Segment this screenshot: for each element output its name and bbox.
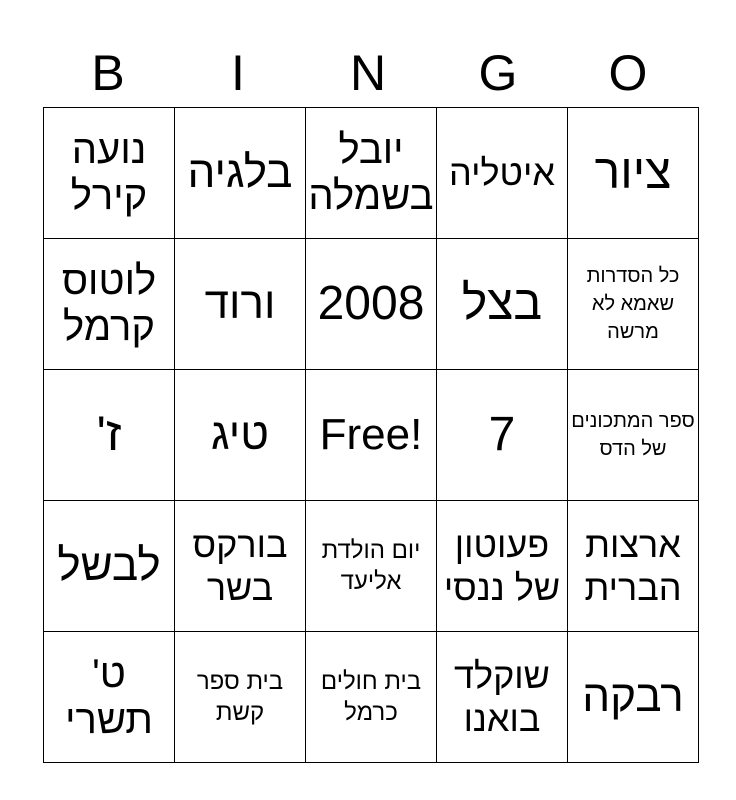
- bingo-cell[interactable]: [175, 501, 306, 632]
- bingo-cell[interactable]: [568, 370, 699, 501]
- header-letter-g: G: [478, 45, 518, 101]
- cell-label: טיג: [211, 409, 269, 459]
- bingo-cell[interactable]: [437, 370, 568, 501]
- cell-label: יובל בשמלה: [308, 128, 434, 218]
- bingo-cell[interactable]: [175, 370, 306, 501]
- cell-label: ארצות הברית: [584, 523, 682, 608]
- bingo-cell[interactable]: [306, 239, 437, 370]
- cell-label: לבשל: [57, 540, 161, 590]
- bingo-cell[interactable]: [306, 501, 437, 632]
- cell-label: שוקלד בואנו: [454, 654, 550, 739]
- bingo-cell[interactable]: [44, 239, 175, 370]
- bingo-cell[interactable]: [437, 108, 568, 239]
- bingo-cell[interactable]: [175, 239, 306, 370]
- bingo-cell[interactable]: [44, 632, 175, 763]
- bingo-cell[interactable]: [437, 239, 568, 370]
- bingo-row: [44, 501, 699, 632]
- bingo-cell[interactable]: [306, 108, 437, 239]
- header-letter-n: N: [349, 45, 387, 101]
- cell-label: בורקס בשר: [192, 523, 288, 608]
- bingo-cell[interactable]: [44, 501, 175, 632]
- header-letter-b: B: [91, 45, 125, 101]
- cell-label: איטליה: [449, 152, 555, 194]
- bingo-cell[interactable]: [568, 239, 699, 370]
- bingo-row: [44, 239, 699, 370]
- cell-label: ט' תשרי: [65, 652, 153, 742]
- cell-label: 2008: [317, 277, 425, 330]
- bingo-cell[interactable]: [175, 632, 306, 763]
- free-space-cell[interactable]: [306, 370, 437, 501]
- cell-label: 7: [488, 408, 516, 461]
- cell-label: ציור: [594, 146, 672, 199]
- cell-label: לוטוס קרמל: [61, 259, 157, 349]
- cell-label: ז': [96, 408, 122, 461]
- cell-label: רבקה: [582, 671, 684, 721]
- bingo-cell[interactable]: [568, 108, 699, 239]
- header-letter-o: O: [608, 45, 648, 101]
- cell-label: יום הולדת אליעד: [321, 536, 421, 595]
- cell-label: בית ספר קשת: [196, 667, 284, 726]
- bingo-cell[interactable]: [306, 632, 437, 763]
- cell-label: בלגיה: [187, 147, 293, 197]
- cell-label: פעוטון של ננסי: [443, 523, 561, 608]
- cell-label: בית חולים כרמל: [320, 667, 422, 726]
- bingo-card: [43, 107, 699, 763]
- cell-label: ורוד: [204, 278, 276, 328]
- header-letter-i: I: [231, 45, 245, 101]
- cell-label: נועה קירל: [70, 128, 148, 218]
- cell-label: ספר המתכונים של הדס: [571, 410, 695, 460]
- bingo-cell[interactable]: [44, 370, 175, 501]
- bingo-row: [44, 632, 699, 763]
- cell-label: כל הסדרות שאמא לא מרשה: [586, 265, 680, 343]
- bingo-row: [44, 370, 699, 501]
- bingo-row: [44, 108, 699, 239]
- bingo-cell[interactable]: [44, 108, 175, 239]
- bingo-cell[interactable]: [568, 632, 699, 763]
- bingo-cell[interactable]: [437, 632, 568, 763]
- free-space-label: Free!: [319, 409, 423, 459]
- bingo-cell[interactable]: [437, 501, 568, 632]
- bingo-header: [43, 40, 693, 106]
- cell-label: בצל: [461, 277, 543, 330]
- bingo-cell[interactable]: [568, 501, 699, 632]
- bingo-cell[interactable]: [175, 108, 306, 239]
